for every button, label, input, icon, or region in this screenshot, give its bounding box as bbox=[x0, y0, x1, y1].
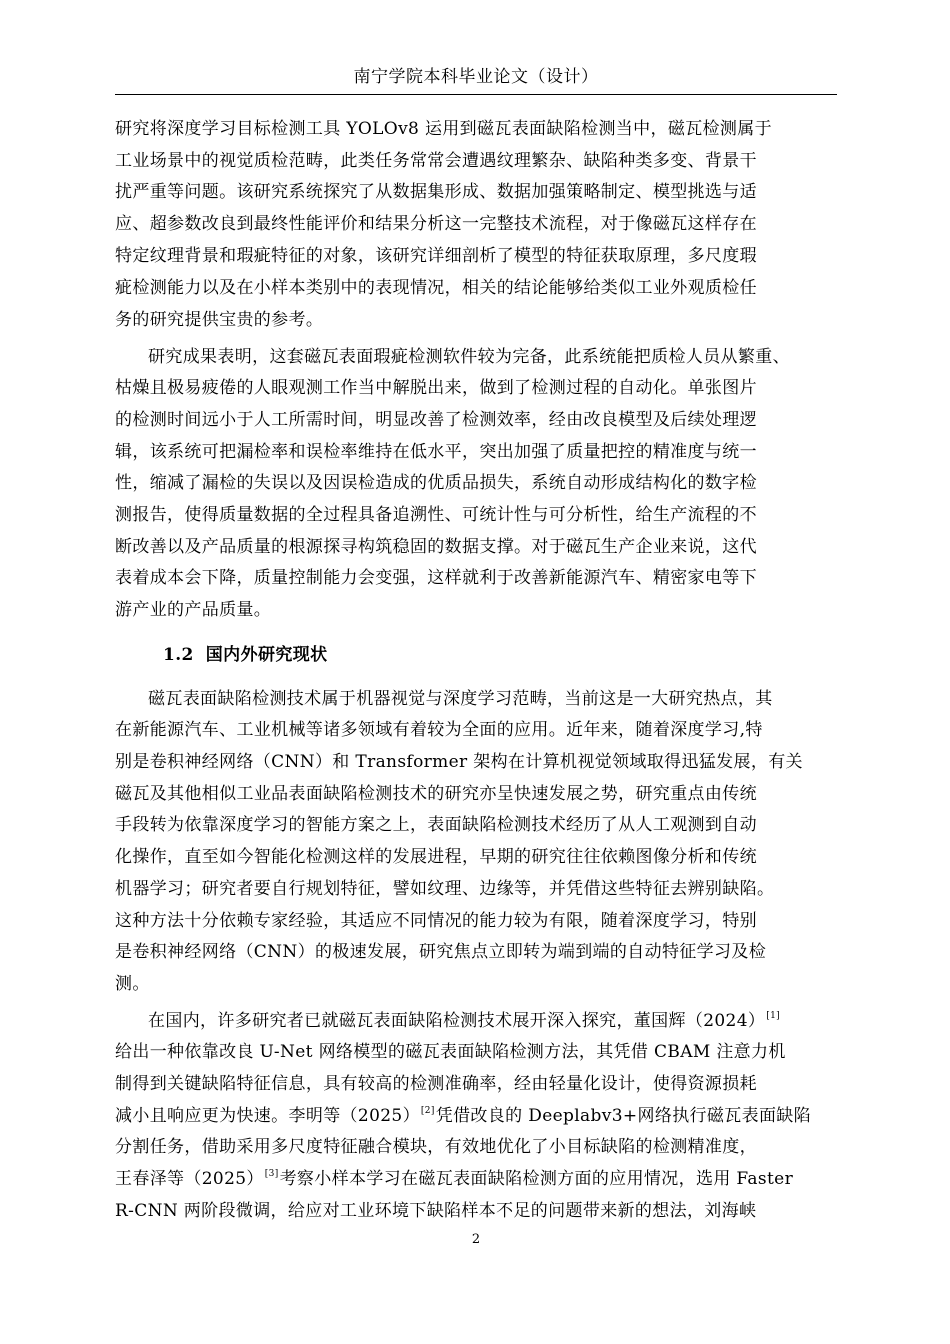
paragraph-line: 特定纹理背景和瑕疵特征的对象，该研究详细剖析了模型的特征获取原理，多尺度瑕 bbox=[115, 246, 757, 266]
paragraph-line: 给出一种依靠改良 U-Net 网络模型的磁瓦表面缺陷检测方法，其凭借 CBAM 注意力机 bbox=[115, 1042, 786, 1062]
paragraph-line: 游产业的产品质量。 bbox=[115, 600, 272, 620]
section-heading bbox=[163, 644, 328, 666]
text-run: 凭借改良的 Deeplabv3+网络执行磁瓦表面缺陷 bbox=[435, 1106, 811, 1126]
paragraph-line: 分割任务，借助采用多尺度特征融合模块，有效地优化了小目标缺陷的检测精准度， bbox=[115, 1137, 757, 1157]
citation-ref-3[interactable]: [3] bbox=[264, 1169, 279, 1179]
paragraph-line: 测。 bbox=[115, 974, 150, 994]
paragraph-line: 研究将深度学习目标检测工具 YOLOv8 运用到磁瓦表面缺陷检测当中，磁瓦检测属于 bbox=[115, 119, 772, 139]
paragraph-line: 扰严重等问题。该研究系统探究了从数据集形成、数据加强策略制定、模型挑选与适 bbox=[115, 182, 757, 202]
paragraph-line: 工业场景中的视觉质检范畴，此类任务常常会遭遇纹理繁杂、缺陷种类多变、背景干 bbox=[115, 151, 757, 171]
text-run: 考察小样本学习在磁瓦表面缺陷检测方面的应用情况，选用 Faster bbox=[279, 1169, 794, 1189]
paragraph-line: 是卷积神经网络（CNN）的极速发展，研究焦点立即转为端到端的自动特征学习及检 bbox=[115, 942, 767, 962]
section-title: 国内外研究现状 bbox=[205, 645, 328, 665]
paragraph-line: 这种方法十分依赖专家经验，其适应不同情况的能力较为有限，随着深度学习，特别 bbox=[115, 911, 757, 931]
paragraph-line: 磁瓦表面缺陷检测技术属于机器视觉与深度学习范畴，当前这是一大研究热点，其 bbox=[148, 689, 773, 709]
paragraph-line: 在新能源汽车、工业机械等诸多领域有着较为全面的应用。近年来，随着深度学习,特 bbox=[115, 720, 763, 740]
page-number: 2 bbox=[471, 1232, 481, 1247]
paragraph-line: 性，缩减了漏检的失误以及因误检造成的优质品损失，系统自动形成结构化的数字检 bbox=[115, 473, 757, 493]
paragraph-line: 辑，该系统可把漏检率和误检率维持在低水平，突出加强了质量把控的精准度与统一 bbox=[115, 442, 757, 462]
citation-ref-1[interactable]: [1] bbox=[766, 1011, 781, 1021]
paragraph-line: 测报告，使得质量数据的全过程具备追溯性、可统计性与可分析性，给生产流程的不 bbox=[115, 505, 757, 525]
paragraph-line: 制得到关键缺陷特征信息，具有较高的检测准确率，经由轻量化设计，使得资源损耗 bbox=[115, 1074, 757, 1094]
text-run: 王春泽等（2025） bbox=[115, 1169, 264, 1189]
paragraph-line: 断改善以及产品质量的根源探寻构筑稳固的数据支撑。对于磁瓦生产企业来说，这代 bbox=[115, 537, 757, 557]
header-rule bbox=[115, 94, 837, 95]
text-run: 在国内，许多研究者已就磁瓦表面缺陷检测技术展开深入探究，董国辉（2024） bbox=[148, 1011, 766, 1031]
paragraph-line: 疵检测能力以及在小样本类别中的表现情况，相关的结论能够给类似工业外观质检任 bbox=[115, 278, 757, 298]
paragraph-line: 机器学习；研究者要自行规划特征，譬如纹理、边缘等，并凭借这些特征去辨别缺陷。 bbox=[115, 879, 775, 899]
paragraph-line bbox=[115, 1168, 793, 1193]
paragraph-line: 磁瓦及其他相似工业品表面缺陷检测技术的研究亦呈快速发展之势，研究重点由传统 bbox=[115, 784, 757, 804]
paragraph-line bbox=[148, 1010, 781, 1035]
citation-ref-2[interactable]: [2] bbox=[420, 1106, 435, 1116]
paragraph-line: 表着成本会下降，质量控制能力会变强，这样就利于改善新能源汽车、精密家电等下 bbox=[115, 568, 757, 588]
page-header: 南宁学院本科毕业论文（设计） bbox=[353, 67, 599, 87]
paragraph-line: R-CNN 两阶段微调，给应对工业环境下缺陷样本不足的问题带来新的想法，刘海峡 bbox=[115, 1201, 757, 1221]
paragraph-line: 研究成果表明，这套磁瓦表面瑕疵检测软件较为完备，此系统能把质检人员从繁重、 bbox=[148, 347, 790, 367]
paragraph-line: 的检测时间远小于人工所需时间，明显改善了检测效率，经由改良模型及后续处理逻 bbox=[115, 410, 757, 430]
paragraph-line: 手段转为依靠深度学习的智能方案之上，表面缺陷检测技术经历了从人工观测到自动 bbox=[115, 815, 757, 835]
paragraph-line: 别是卷积神经网络（CNN）和 Transformer 架构在计算机视觉领域取得迅猛发展，有关 bbox=[115, 752, 803, 772]
text-run: 减小且响应更为快速。李明等（2025） bbox=[115, 1106, 420, 1126]
paragraph-line: 务的研究提供宝贵的参考。 bbox=[115, 310, 324, 330]
paragraph-line: 化操作，直至如今智能化检测这样的发展进程，早期的研究往往依赖图像分析和传统 bbox=[115, 847, 757, 867]
paragraph-line: 应、超参数改良到最终性能评价和结果分析这一完整技术流程，对于像磁瓦这样存在 bbox=[115, 214, 757, 234]
paragraph-line bbox=[115, 1105, 811, 1130]
section-number: 1.2 bbox=[163, 645, 194, 665]
paragraph-line: 枯燥且极易疲倦的人眼观测工作当中解脱出来，做到了检测过程的自动化。单张图片 bbox=[115, 378, 757, 398]
